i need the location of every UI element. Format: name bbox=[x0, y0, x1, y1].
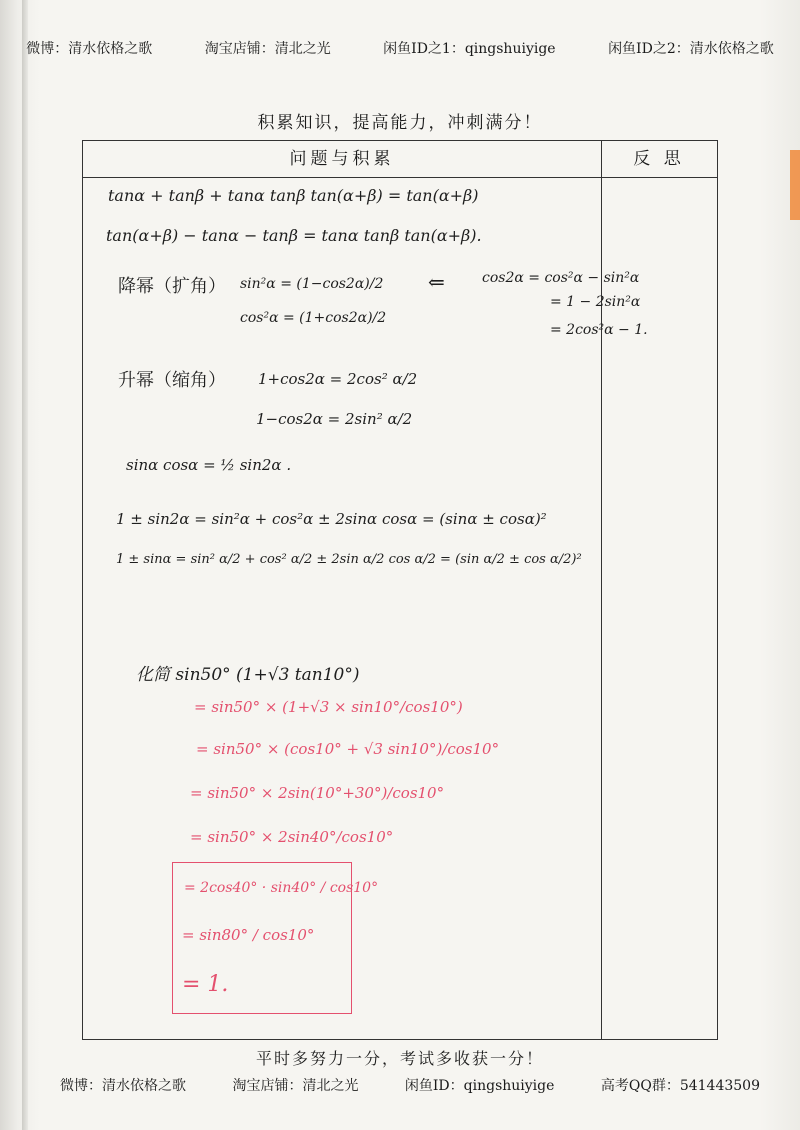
solution-step-4: = sin50° × 2sin40°/cos10° bbox=[190, 828, 394, 846]
table-header bbox=[83, 141, 717, 178]
identity-line-1: tanα + tanβ + tanα tanβ tan(α+β) = tan(α+β) bbox=[108, 186, 479, 205]
solution-step-1: = sin50° × (1+√3 × sin10°/cos10°) bbox=[194, 698, 463, 716]
footer-qq-group: 高考QQ群：541443509 bbox=[600, 1078, 760, 1094]
footer-motto: 平时多努力一分，考试多收获一分！ bbox=[255, 1049, 544, 1068]
header-reflection: 反 思 bbox=[633, 149, 685, 169]
solution-final-answer: = 1. bbox=[182, 972, 229, 997]
solution-step-5: = 2cos40° · sin40° / cos10° bbox=[184, 880, 379, 896]
header-xianyu-2: 闲鱼ID之2：清水依格之歌 bbox=[608, 41, 774, 57]
header-contact-line bbox=[0, 38, 800, 58]
double-angle-cos-alt-1: = 1 − 2sin²α bbox=[550, 294, 641, 310]
derived-from-arrow: ⇐ bbox=[428, 270, 445, 294]
page-motto: 积累知识，提高能力，冲刺满分！ bbox=[257, 113, 543, 133]
double-angle-cos: cos2α = cos²α − sin²α bbox=[482, 270, 640, 286]
one-minus-cos-formula: 1−cos2α = 2sin² α/2 bbox=[256, 410, 413, 428]
header-taobao: 淘宝店铺：清北之光 bbox=[204, 41, 331, 57]
header-problems-accumulation: 问题与积累 bbox=[289, 149, 395, 169]
orange-page-tab bbox=[790, 150, 800, 220]
double-angle-cos-alt-2: = 2cos²α − 1. bbox=[550, 322, 648, 338]
sin-squared-formula: sin²α = (1−cos2α)/2 bbox=[240, 276, 384, 292]
footer-xianyu: 闲鱼ID：qingshuiyige bbox=[404, 1078, 555, 1094]
cos-squared-formula: cos²α = (1+cos2α)/2 bbox=[240, 310, 387, 326]
one-plus-minus-sina: 1 ± sinα = sin² α/2 + cos² α/2 ± 2sin α/2 cos α/2 = (sin α/2 ± cos α/2)² bbox=[116, 552, 582, 567]
footer-contact-line bbox=[60, 1075, 760, 1095]
one-plus-cos-formula: 1+cos2α = 2cos² α/2 bbox=[258, 370, 418, 388]
header-xianyu-1: 闲鱼ID之1：qingshuiyige bbox=[383, 41, 556, 57]
power-raise-label: 升幂（缩角） bbox=[118, 370, 226, 391]
solution-step-2: = sin50° × (cos10° + √3 sin10°)/cos10° bbox=[196, 740, 500, 758]
one-plus-minus-sin2a: 1 ± sin2α = sin²α + cos²α ± 2sinα cosα = (sinα ± cosα)² bbox=[116, 510, 547, 528]
footer-taobao: 淘宝店铺：清北之光 bbox=[232, 1078, 359, 1094]
binding-spine bbox=[22, 0, 28, 1130]
header-weibo: 微博：清水依格之歌 bbox=[26, 41, 153, 57]
simplify-problem: 化简 sin50° (1+√3 tan10°) bbox=[136, 665, 360, 685]
sin-cos-product-formula: sinα cosα = ½ sin2α . bbox=[126, 456, 292, 474]
power-reduction-label: 降幂（扩角） bbox=[118, 276, 226, 297]
identity-line-2: tan(α+β) − tanα − tanβ = tanα tanβ tan(α+β). bbox=[106, 226, 482, 245]
footer-weibo: 微博：清水依格之歌 bbox=[60, 1078, 186, 1094]
solution-step-6: = sin80° / cos10° bbox=[182, 926, 315, 944]
solution-step-3: = sin50° × 2sin(10°+30°)/cos10° bbox=[190, 784, 445, 802]
